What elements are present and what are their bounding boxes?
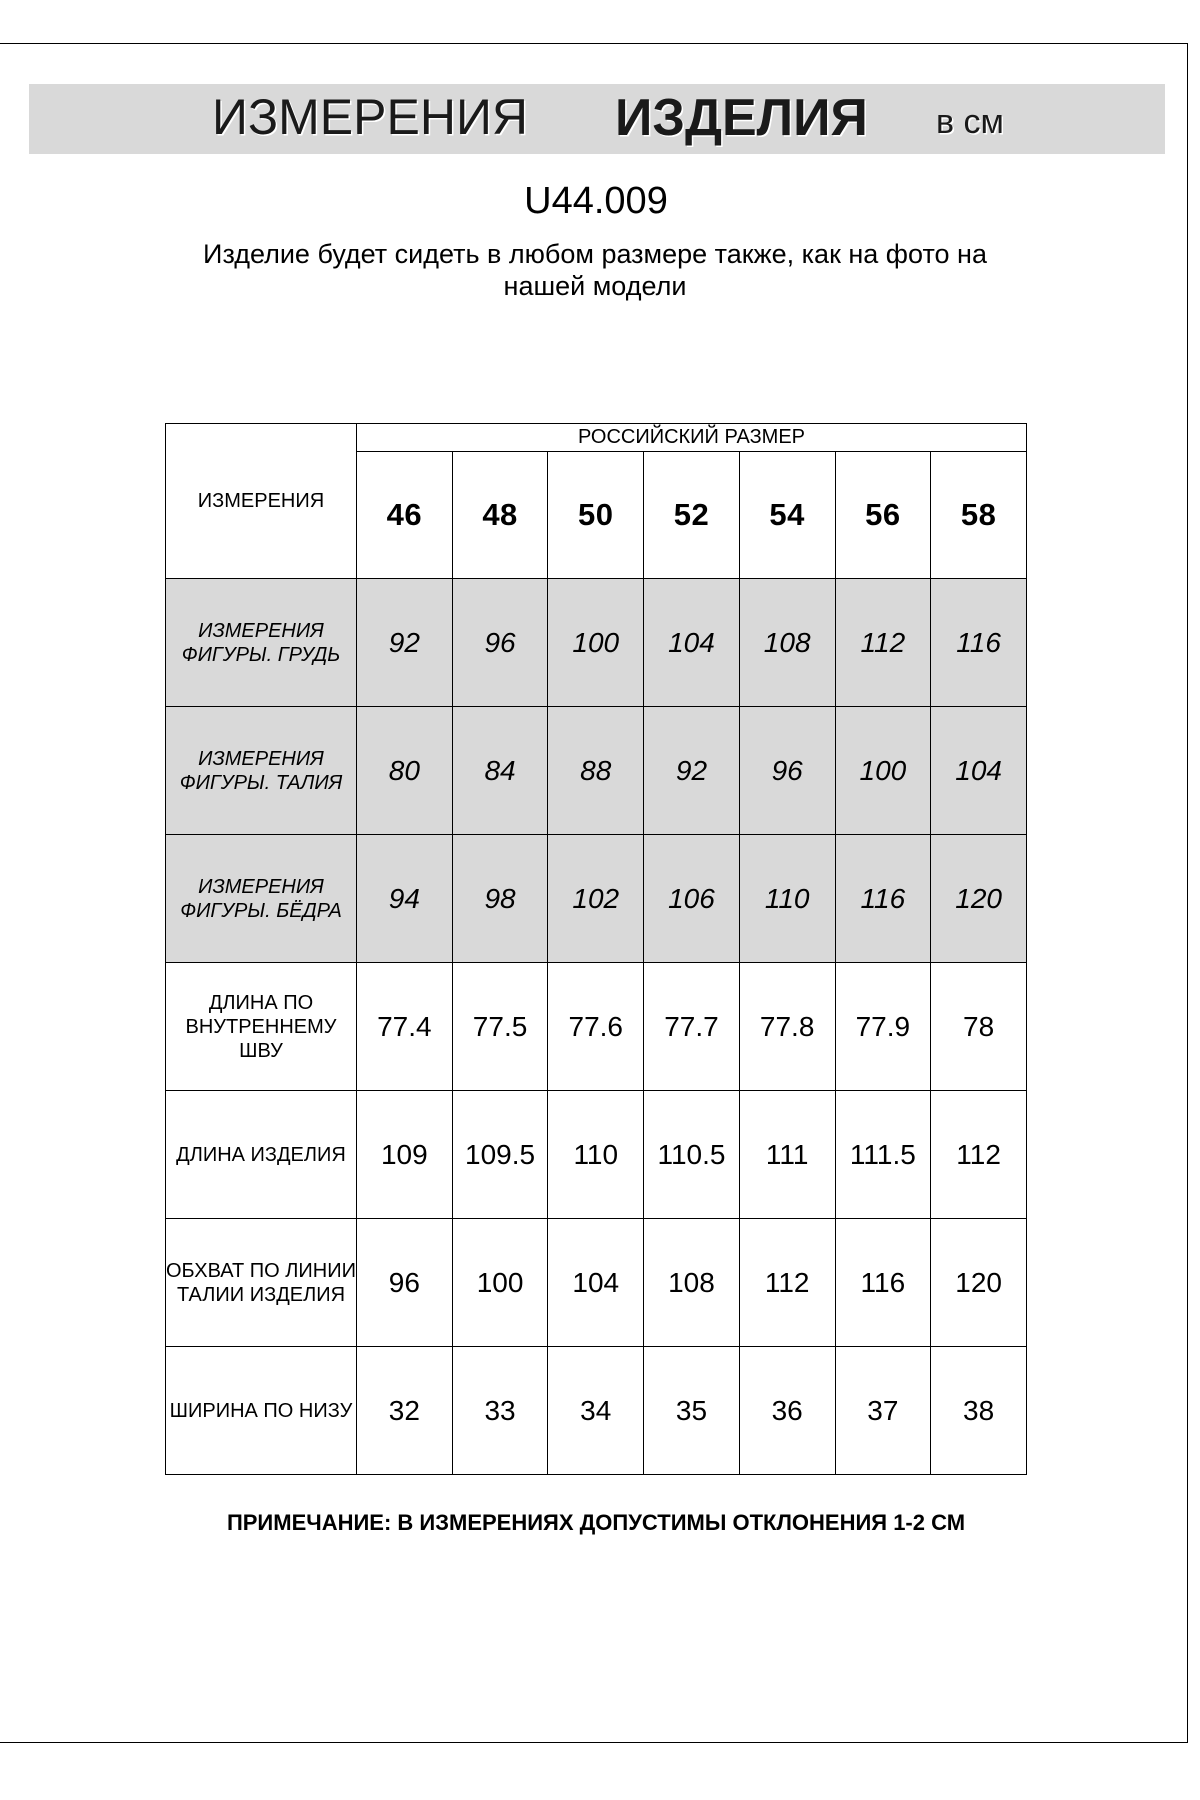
size-header-cell: 58: [931, 452, 1027, 579]
row-label: ДЛИНА ИЗДЕЛИЯ: [166, 1091, 357, 1219]
table-cell: 109.5: [452, 1091, 548, 1219]
table-cell: 77.4: [357, 963, 453, 1091]
table-cell: 80: [357, 707, 453, 835]
table-row: [166, 1219, 1027, 1347]
table-cell: 84: [452, 707, 548, 835]
table-cell: 96: [739, 707, 835, 835]
row-label: ДЛИНА ПО ВНУТРЕННЕМУ ШВУ: [166, 963, 357, 1091]
table-row: [166, 579, 1027, 707]
table-cell: 100: [835, 707, 931, 835]
table-cell: 34: [548, 1347, 644, 1475]
table-row: [166, 1347, 1027, 1475]
row-label: ИЗМЕРЕНИЯ ФИГУРЫ. БЁДРА: [166, 835, 357, 963]
table-header-group-row: [166, 424, 1027, 452]
table-cell: 106: [644, 835, 740, 963]
table-cell: 92: [357, 579, 453, 707]
table-cell: 104: [548, 1219, 644, 1347]
table-cell: 94: [357, 835, 453, 963]
table-cell: 116: [835, 835, 931, 963]
table-cell: 104: [931, 707, 1027, 835]
table-row: [166, 707, 1027, 835]
size-group-label: РОССИЙСКИЙ РАЗМЕР: [357, 424, 1027, 452]
table-cell: 120: [931, 1219, 1027, 1347]
table-cell: 77.7: [644, 963, 740, 1091]
table-cell: 112: [835, 579, 931, 707]
table-cell: 112: [931, 1091, 1027, 1219]
table-cell: 109: [357, 1091, 453, 1219]
table-cell: 98: [452, 835, 548, 963]
footnote: ПРИМЕЧАНИЕ: В ИЗМЕРЕНИЯХ ДОПУСТИМЫ ОТКЛОНЕНИЯ 1-2 СМ: [226, 1510, 966, 1535]
table-cell: 36: [739, 1347, 835, 1475]
table-cell: 116: [931, 579, 1027, 707]
table-row: [166, 1091, 1027, 1219]
row-label: ИЗМЕРЕНИЯ ФИГУРЫ. ТАЛИЯ: [166, 707, 357, 835]
table-cell: 33: [452, 1347, 548, 1475]
table-cell: 77.5: [452, 963, 548, 1091]
table-cell: 37: [835, 1347, 931, 1475]
row-label: ИЗМЕРЕНИЯ ФИГУРЫ. ГРУДЬ: [166, 579, 357, 707]
table-cell: 120: [931, 835, 1027, 963]
table-cell: 88: [548, 707, 644, 835]
table-cell: 110.5: [644, 1091, 740, 1219]
title-measurements: ИЗМЕРЕНИЯ: [212, 89, 528, 145]
corner-label: ИЗМЕРЕНИЯ: [166, 424, 357, 579]
size-header-cell: 46: [357, 452, 453, 579]
table-cell: 100: [548, 579, 644, 707]
table-cell: 92: [644, 707, 740, 835]
table-cell: 102: [548, 835, 644, 963]
table-cell: 96: [357, 1219, 453, 1347]
product-code: U44.009: [524, 180, 668, 222]
table-cell: 38: [931, 1347, 1027, 1475]
table-row: [166, 963, 1027, 1091]
table-cell: 77.8: [739, 963, 835, 1091]
table-cell: 35: [644, 1347, 740, 1475]
table-cell: 32: [357, 1347, 453, 1475]
table-cell: 104: [644, 579, 740, 707]
row-label: ОБХВАТ ПО ЛИНИИ ТАЛИИ ИЗДЕЛИЯ: [166, 1219, 357, 1347]
table-cell: 96: [452, 579, 548, 707]
title-unit: в см: [936, 103, 1004, 141]
table-cell: 77.9: [835, 963, 931, 1091]
table-cell: 78: [931, 963, 1027, 1091]
table-cell: 108: [644, 1219, 740, 1347]
table-cell: 108: [739, 579, 835, 707]
row-label: ШИРИНА ПО НИЗУ: [166, 1347, 357, 1475]
table-cell: 100: [452, 1219, 548, 1347]
table-cell: 110: [739, 835, 835, 963]
table-cell: 111: [739, 1091, 835, 1219]
size-header-cell: 54: [739, 452, 835, 579]
table-row: [166, 835, 1027, 963]
fit-note: Изделие будет сидеть в любом размере также, как на фото на нашей модели: [203, 239, 987, 301]
size-header-cell: 50: [548, 452, 644, 579]
table-cell: 110: [548, 1091, 644, 1219]
title-product: ИЗДЕЛИЯ: [615, 89, 868, 147]
size-table: [165, 423, 1027, 1475]
table-cell: 116: [835, 1219, 931, 1347]
size-header-cell: 48: [452, 452, 548, 579]
size-header-cell: 56: [835, 452, 931, 579]
table-cell: 112: [739, 1219, 835, 1347]
table-cell: 111.5: [835, 1091, 931, 1219]
size-header-cell: 52: [644, 452, 740, 579]
table-cell: 77.6: [548, 963, 644, 1091]
